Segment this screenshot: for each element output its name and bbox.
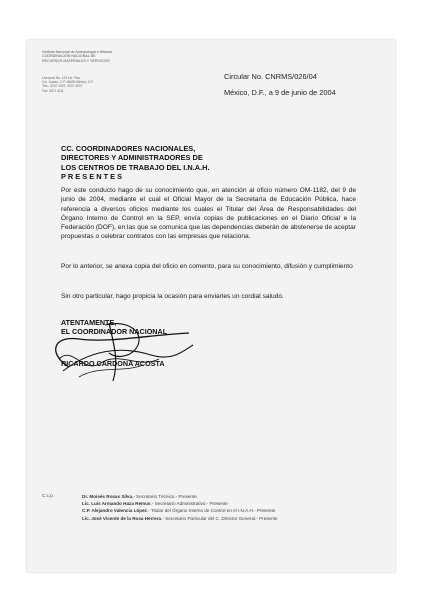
- ccp-name: Dr. Moisés Rosas Silva.-: [82, 494, 135, 499]
- signer-name: RICARDO CARDONA ACOSTA: [61, 359, 165, 368]
- ccp-name: Lic. Luis Armando Haza Remus: [82, 501, 151, 507]
- ccp-row: [82, 500, 278, 507]
- ccp-row: [82, 515, 278, 522]
- body-paragraph-2: Por lo anterior, se anexa copia del oficio en comento, para su conocimiento, difusión y cumplimiento: [61, 263, 353, 270]
- place-date: México, D.F., a 9 de junio de 2004: [224, 88, 336, 97]
- address-line: Fax: 5207 4111: [42, 88, 64, 93]
- ccp-label: C.c.p.: [42, 493, 54, 498]
- address-line: Liverpool No. 123 1er. Piso: [42, 76, 81, 80]
- letterhead: [42, 50, 112, 63]
- ccp-row: [82, 493, 278, 500]
- ccp-role: Secretario Técnico.- Presente: [134, 494, 197, 499]
- addressee-line: P R E S E N T E S: [61, 172, 123, 182]
- letterhead-line: Instituto Nacional de Antropología e Historia: [42, 50, 112, 54]
- circular-number: Circular No. CNRMS/026/04: [224, 72, 317, 81]
- ccp-role: .- Secretario Administrativo.- Presente: [150, 501, 228, 507]
- addressee-line: CC. COORDINADORES NACIONALES,: [61, 144, 196, 153]
- closing-salutation: ATENTAMENTE,: [61, 318, 117, 327]
- body-paragraph-3: Sin otro particular, hago propicia la ocasión para enviarles un cordial saludo.: [61, 293, 284, 300]
- ccp-row: [82, 507, 278, 514]
- addressee-line: DIRECTORES Y ADMINISTRADORES DE: [61, 153, 203, 163]
- body-paragraph-1: Por este conducto hago de su conocimiento que, en atención al oficio número OM-1182, del 9 de junio de 2004, mediante el cual el Oficial Mayor de la Secretaría de Educación Pública, hace referencia a diversos oficios mediante los cuales el Titular del Área de Responsabilidades del Órgano Interno de Control en la SEP, envía copias de publicaciones en el Diario Oficial e la Federación (DOF), en las que se comunica que las dependencias deberán de abstenerse de aceptar propuestas o celebrar contratos con las empresas que relaciona.: [61, 187, 356, 241]
- addressee-block: [61, 144, 210, 182]
- ccp-role: .- Secretario Particular del C. Director General.- Presente: [161, 515, 278, 521]
- letterhead-line: COORDINACIÓN NACIONAL DE: [42, 54, 96, 59]
- letterhead-line: RECURSOS MATERIALES Y SERVICIOS: [42, 58, 110, 63]
- ccp-list: [82, 493, 278, 522]
- ccp-name: Lic. José Vicente de la Rosa Herrera: [82, 515, 162, 521]
- addressee-line: LOS CENTROS DE TRABAJO DEL I.N.A.H.: [61, 162, 210, 172]
- address-line: Col. Juárez, C.P. 06600 México, D.F.: [42, 80, 94, 85]
- letter-page: [27, 40, 395, 572]
- letterhead-address: [42, 76, 94, 93]
- ccp-name: C.P. Alejandro Valencia López: [82, 508, 147, 514]
- address-line: Tels.: 5207 4097, 5207 4070: [42, 84, 83, 89]
- closing-title: EL COORDINADOR NACIONAL: [61, 327, 168, 337]
- handwritten-signature: [39, 315, 199, 385]
- ccp-role: .- Titular del Órgano Interno de Control en el I.N.A.H.- Presente: [146, 508, 276, 514]
